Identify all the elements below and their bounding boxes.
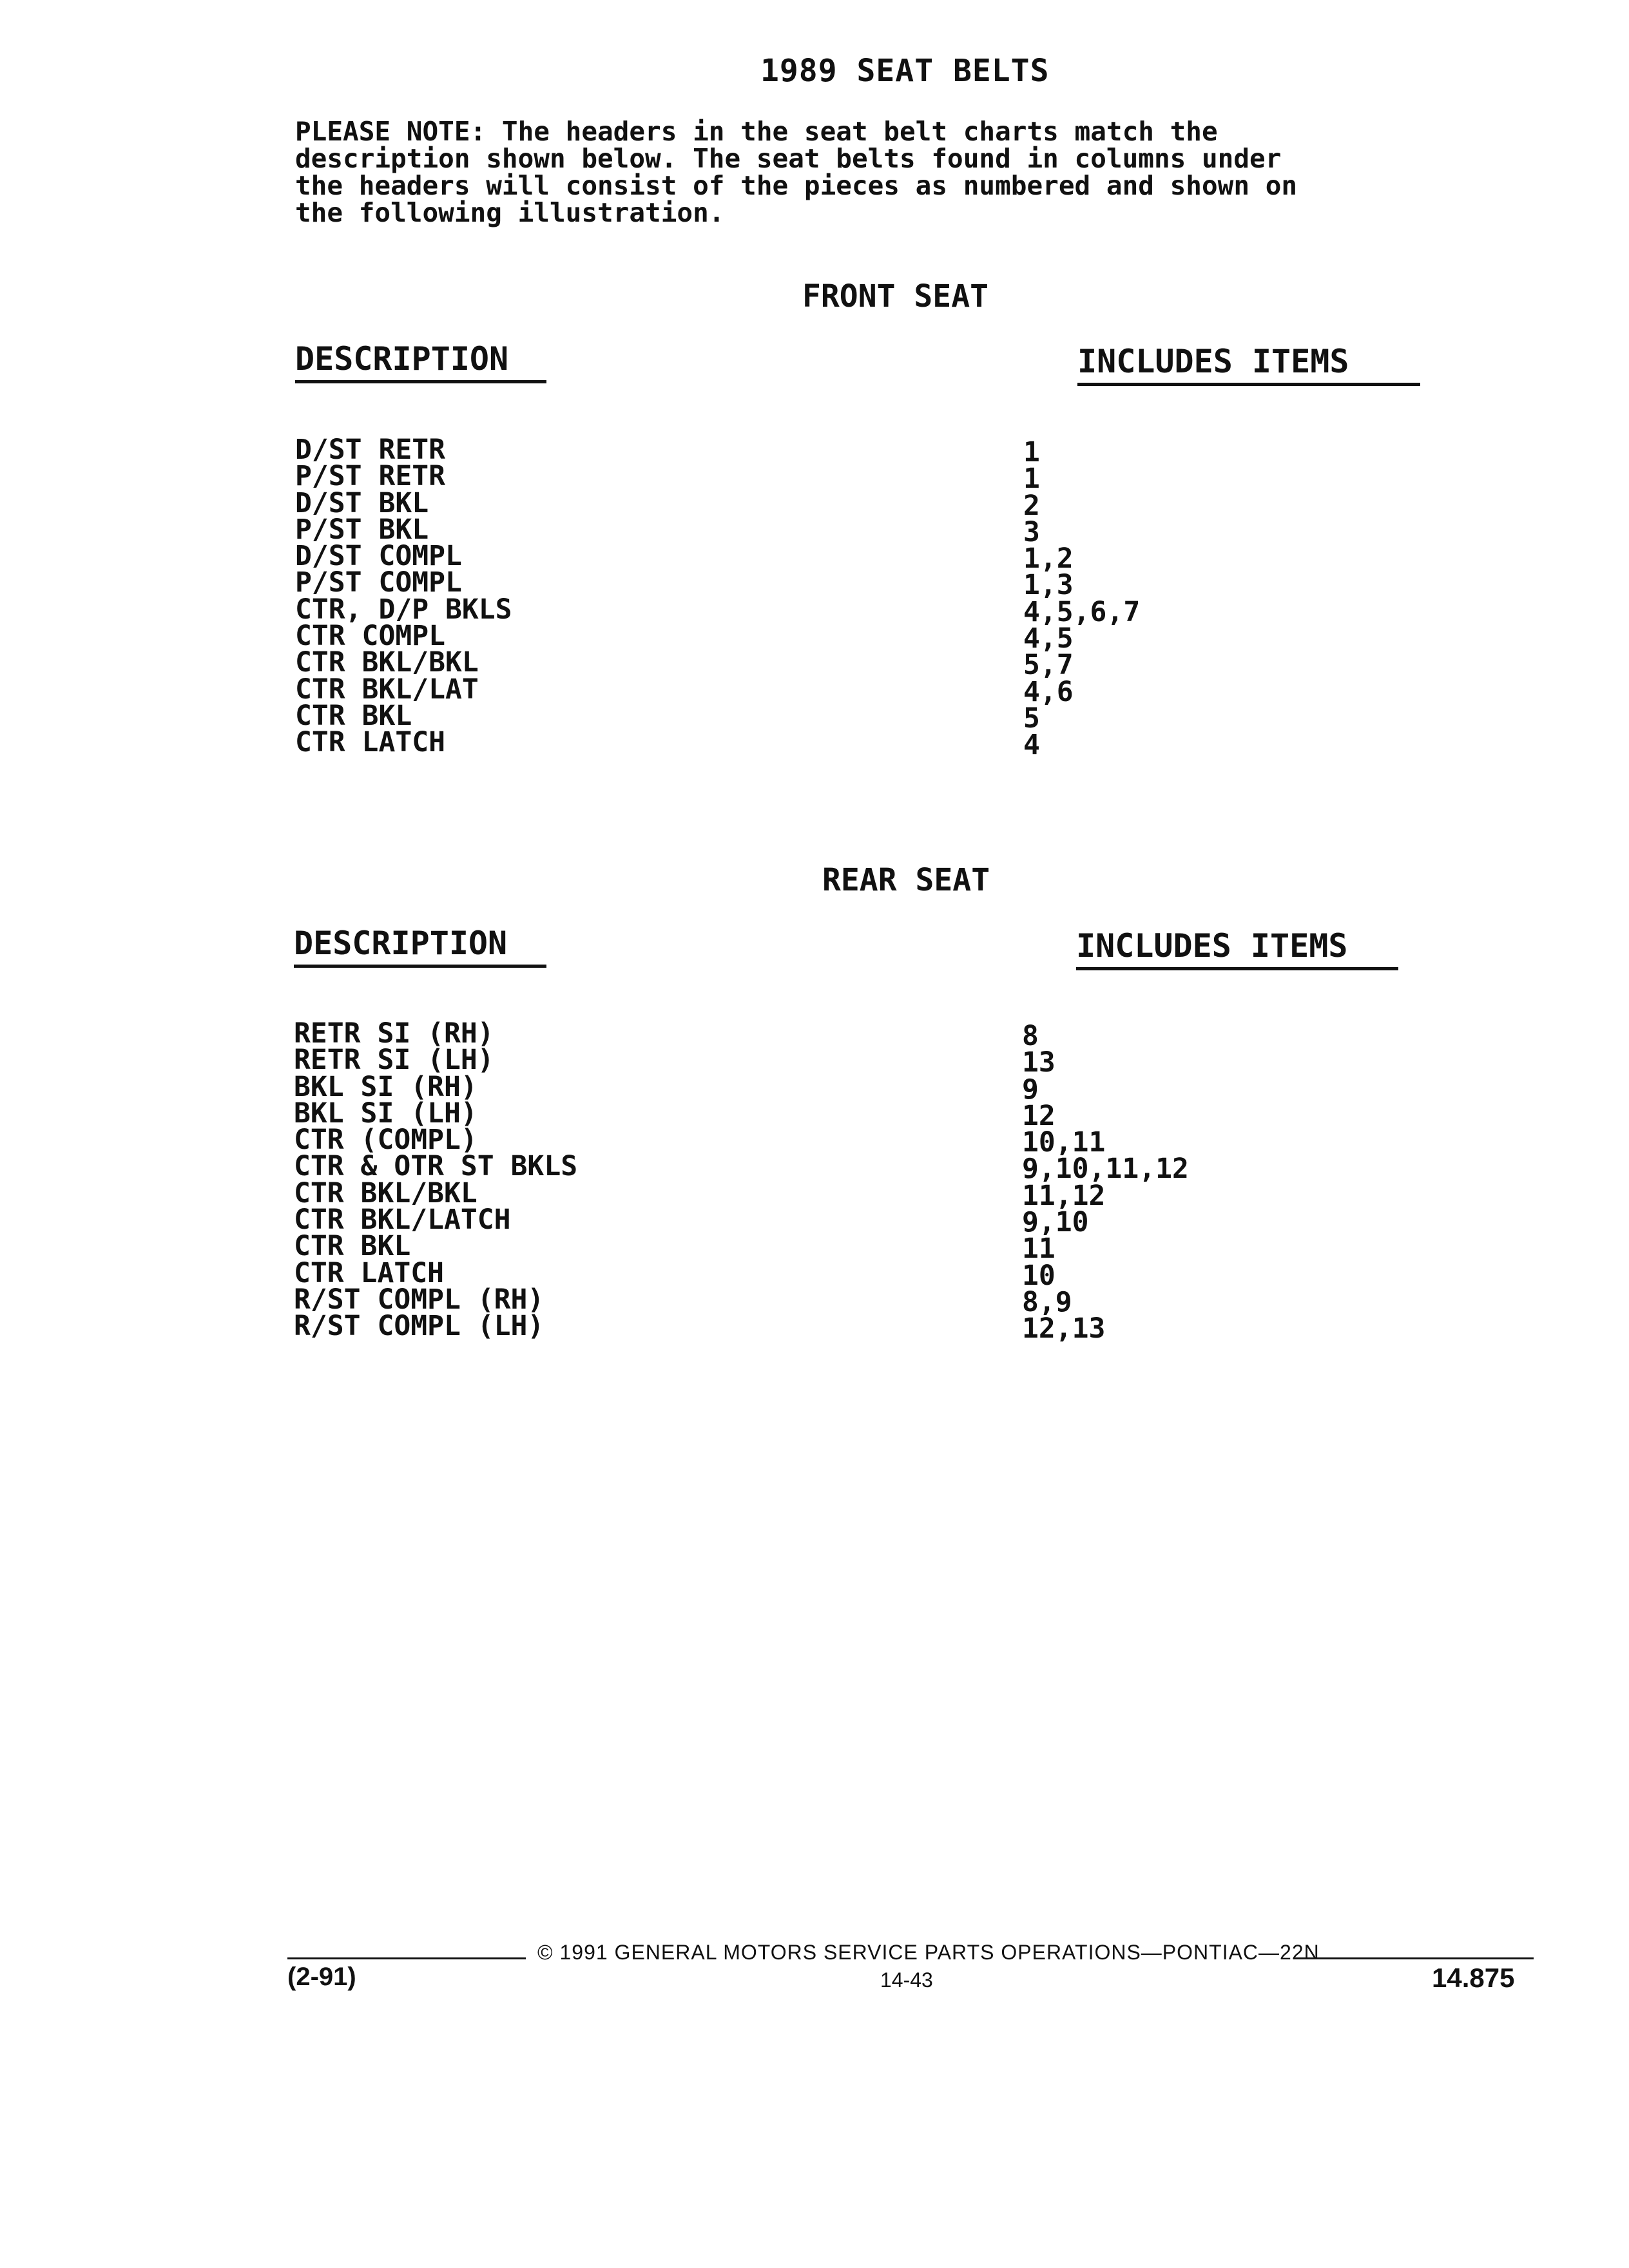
footer-rule-right xyxy=(1295,1957,1534,1959)
rear-description-header: DESCRIPTION xyxy=(294,925,546,968)
rear-items-cell: 9 xyxy=(1022,1073,1039,1106)
front-items-cell: 1 xyxy=(1023,436,1040,468)
front-description-cell: CTR BKL/LAT xyxy=(295,673,479,706)
rear-items-cell: 12,13 xyxy=(1022,1312,1106,1345)
rear-items-cell: 8,9 xyxy=(1022,1285,1072,1318)
front-includes-list xyxy=(1023,436,1141,762)
footer-copyright: © 1991 GENERAL MOTORS SERVICE PARTS OPERATIONS—PONTIAC—22N xyxy=(537,1941,1320,1964)
front-items-cell: 2 xyxy=(1023,489,1040,522)
footer-page-number: 14-43 xyxy=(880,1968,933,1992)
front-items-cell: 4,6 xyxy=(1023,675,1074,708)
front-items-cell: 4 xyxy=(1023,729,1040,762)
front-description-cell: P/ST COMPL xyxy=(295,566,462,599)
front-items-cell: 5 xyxy=(1023,702,1040,735)
rear-description-cell: BKL SI (LH) xyxy=(294,1097,477,1129)
front-description-cell: CTR COMPL xyxy=(295,620,445,653)
front-description-header: DESCRIPTION xyxy=(295,340,546,383)
front-seat-title: FRONT SEAT xyxy=(802,278,988,314)
front-description-cell: CTR BKL xyxy=(295,699,412,732)
front-items-cell: 3 xyxy=(1023,515,1040,548)
rear-description-cell: RETR SI (LH) xyxy=(294,1044,494,1077)
front-description-cell: P/ST BKL xyxy=(295,513,429,546)
front-items-cell: 1,3 xyxy=(1023,569,1074,602)
front-items-cell: 4,5 xyxy=(1023,622,1074,655)
please-note-paragraph: PLEASE NOTE: The headers in the seat belt charts match the description shown below. The seat belts found in columns under the headers will consist of the pieces as numbered and shown on the following illustration. xyxy=(295,116,1298,228)
rear-items-cell: 9,10,11,12 xyxy=(1022,1153,1189,1186)
footer-section-number: 14.875 xyxy=(1432,1963,1515,1993)
rear-description-cell: BKL SI (RH) xyxy=(294,1070,477,1103)
rear-description-cell: CTR LATCH xyxy=(294,1256,444,1289)
front-description-cell: CTR LATCH xyxy=(295,726,445,759)
rear-items-cell: 13 xyxy=(1022,1046,1055,1079)
rear-includes-list xyxy=(1022,1020,1189,1345)
page-title: 1989 SEAT BELTS xyxy=(760,53,1050,89)
rear-items-cell: 10 xyxy=(1022,1259,1055,1292)
rear-items-cell: 8 xyxy=(1022,1020,1039,1052)
rear-items-cell: 12 xyxy=(1022,1099,1055,1132)
rear-description-cell: CTR BKL/BKL xyxy=(294,1177,477,1209)
rear-description-cell: CTR BKL/LATCH xyxy=(294,1204,511,1236)
footer-rule-left xyxy=(287,1957,526,1959)
rear-includes-header: INCLUDES ITEMS xyxy=(1076,927,1398,970)
rear-description-cell: CTR (COMPL) xyxy=(294,1124,477,1157)
rear-seat-title: REAR SEAT xyxy=(822,862,990,898)
front-description-cell: D/ST RETR xyxy=(295,434,445,466)
rear-description-cell: R/ST COMPL (LH) xyxy=(294,1310,545,1343)
rear-description-list xyxy=(294,1017,578,1343)
front-items-cell: 1 xyxy=(1023,463,1040,495)
footer-date-code: (2-91) xyxy=(287,1963,356,1991)
rear-items-cell: 11 xyxy=(1022,1233,1055,1265)
front-description-cell: CTR, D/P BKLS xyxy=(295,593,512,626)
rear-items-cell: 10,11 xyxy=(1022,1126,1106,1159)
front-description-list xyxy=(295,434,512,759)
front-description-cell: P/ST RETR xyxy=(295,460,445,493)
front-items-cell: 1,2 xyxy=(1023,543,1074,575)
front-description-cell: D/ST BKL xyxy=(295,486,429,519)
front-includes-header: INCLUDES ITEMS xyxy=(1077,343,1420,386)
front-description-cell: CTR BKL/BKL xyxy=(295,646,479,679)
front-items-cell: 4,5,6,7 xyxy=(1023,595,1141,628)
rear-items-cell: 9,10 xyxy=(1022,1206,1089,1239)
rear-description-cell: R/ST COMPL (RH) xyxy=(294,1283,545,1316)
rear-description-cell: RETR SI (RH) xyxy=(294,1017,494,1050)
front-description-cell: D/ST COMPL xyxy=(295,540,462,573)
rear-description-cell: CTR BKL xyxy=(294,1230,411,1263)
rear-items-cell: 11,12 xyxy=(1022,1179,1106,1212)
rear-description-cell: CTR & OTR ST BKLS xyxy=(294,1150,578,1183)
front-items-cell: 5,7 xyxy=(1023,649,1074,682)
